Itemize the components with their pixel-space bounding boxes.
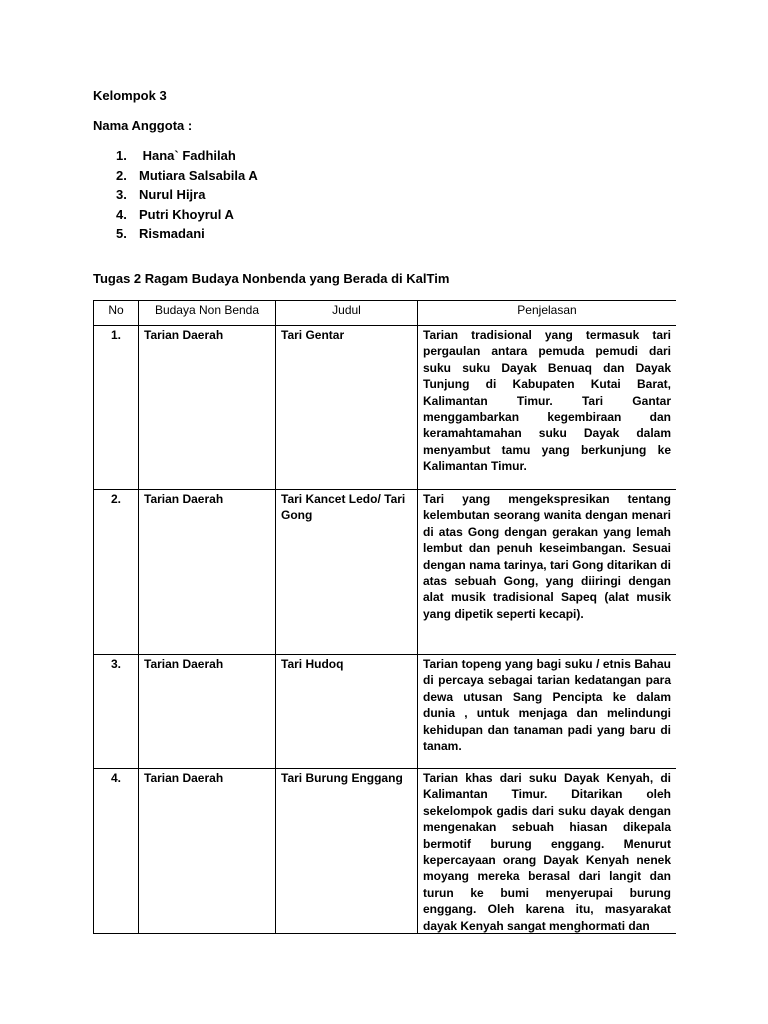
list-item xyxy=(116,224,258,244)
header-budaya: Budaya Non Benda xyxy=(139,301,276,326)
group-title: Kelompok 3 xyxy=(93,88,167,103)
member-name: Rismadani xyxy=(139,226,205,241)
member-number: 4. xyxy=(116,206,127,222)
header-judul: Judul xyxy=(276,301,418,326)
member-name: Hana` Fadhilah xyxy=(139,148,236,163)
cell-judul: Tari Hudoq xyxy=(276,655,418,769)
cell-no: 4. xyxy=(94,769,139,935)
table-header-row xyxy=(94,301,677,326)
cell-penjelasan: Tarian topeng yang bagi suku / etnis Bahau di percaya sebagai tarian kedatangan para dewa utusan Sang Pencipta ke dalam dunia , untuk menjaga dan melindungi kehidupan dan tanaman padi yang baru di tanam. xyxy=(418,655,677,769)
member-number: 2. xyxy=(116,167,127,183)
list-item xyxy=(116,146,258,166)
cell-no: 1. xyxy=(94,326,139,490)
cell-judul: Tari Kancet Ledo/ Tari Gong xyxy=(276,490,418,655)
member-number: 1. xyxy=(116,148,127,163)
member-number: 5. xyxy=(116,226,127,241)
member-name: Nurul Hijra xyxy=(139,187,206,202)
table-row xyxy=(94,655,677,769)
cell-budaya: Tarian Daerah xyxy=(139,769,276,935)
cell-penjelasan: Tari yang mengekspresikan tentang kelembutan seorang wanita dengan menari di atas Gong dengan gerakan yang lemah lembut dan penuh keseimbangan. Sesuai dengan nama tarinya, tari Gong ditarikan di atas sebuah Gong, yang diiringi dengan alat musik tradisional Sapeq (alat musik yang dipetik seperti kecapi). xyxy=(418,490,677,655)
culture-table-wrapper xyxy=(93,300,676,934)
table-row xyxy=(94,769,677,935)
cell-judul: Tari Gentar xyxy=(276,326,418,490)
cell-budaya: Tarian Daerah xyxy=(139,326,276,490)
member-number: 3. xyxy=(116,187,127,202)
culture-table xyxy=(93,300,676,934)
cell-judul: Tari Burung Enggang xyxy=(276,769,418,935)
list-item xyxy=(116,205,258,225)
list-item xyxy=(116,166,258,186)
cell-penjelasan: Tarian khas dari suku Dayak Kenyah, di Kalimantan Timur. Ditarikan oleh sekelompok gadis dari suku dayak dengan mengenakan sebuah hiasan dikepala bermotif burung enggang. Menurut kepercayaan orang Dayak Kenyah nenek moyang mereka berasal dari langit dan turun ke bumi menyerupai burung enggang. Oleh karena itu, masyarakat dayak Kenyah sangat menghormati dan xyxy=(418,769,677,935)
list-item xyxy=(116,185,258,205)
member-list xyxy=(116,146,258,244)
header-no: No xyxy=(94,301,139,326)
member-name: Putri Khoyrul A xyxy=(139,206,234,222)
cell-budaya: Tarian Daerah xyxy=(139,490,276,655)
cell-budaya: Tarian Daerah xyxy=(139,655,276,769)
table-row xyxy=(94,326,677,490)
table-row xyxy=(94,490,677,655)
cell-penjelasan: Tarian tradisional yang termasuk tari pergaulan antara pemuda pemudi dari suku suku Dayak Benuaq dan Dayak Tunjung di Kabupaten Kutai Barat, Kalimantan Timur. Tari Gantar menggambarkan kegembiraan dan keramahtamahan suku Dayak dalam menyambut tamu yang berkunjung ke Kalimantan Timur. xyxy=(418,326,677,490)
cell-no: 3. xyxy=(94,655,139,769)
cell-no: 2. xyxy=(94,490,139,655)
task-title: Tugas 2 Ragam Budaya Nonbenda yang Berada di KalTim xyxy=(93,271,450,286)
header-penjelasan: Penjelasan xyxy=(418,301,677,326)
members-label: Nama Anggota : xyxy=(93,118,193,133)
member-name: Mutiara Salsabila A xyxy=(139,167,258,183)
